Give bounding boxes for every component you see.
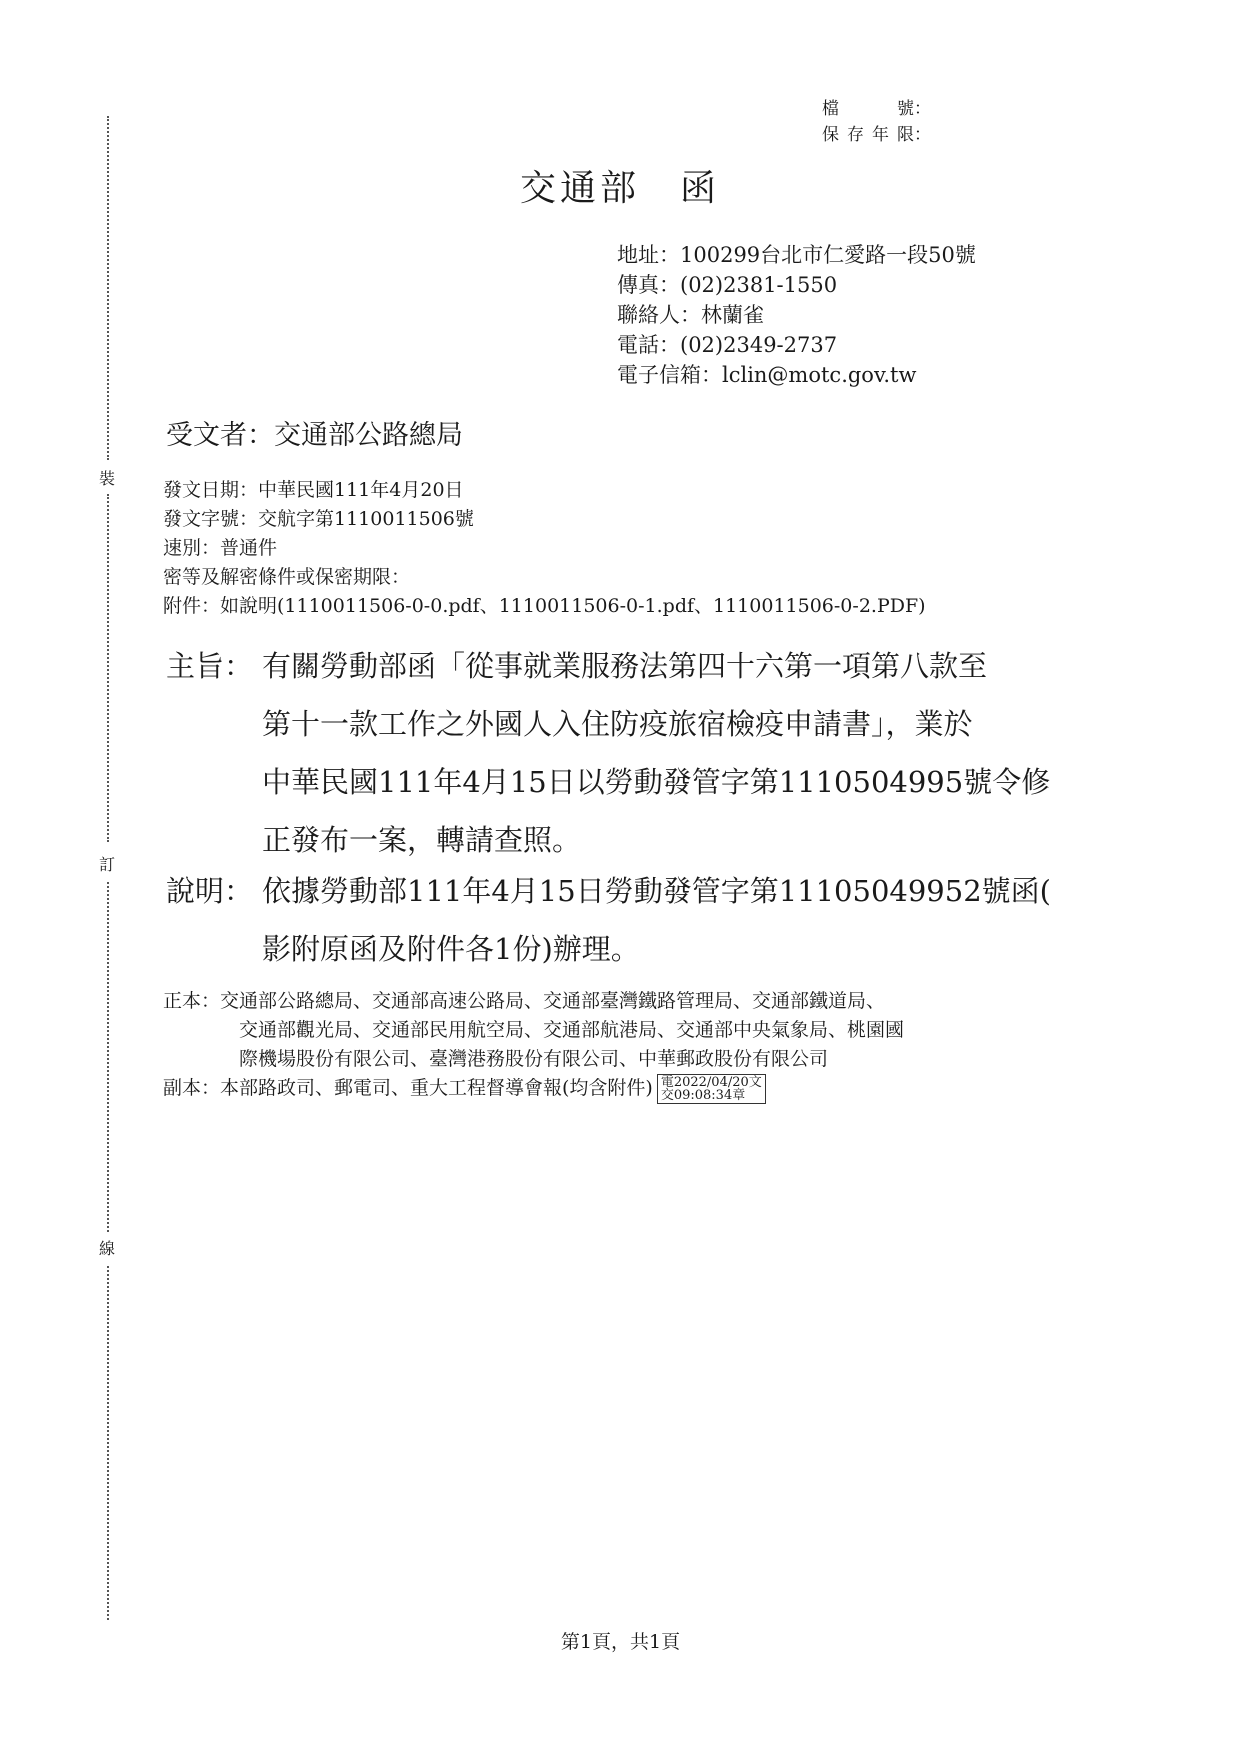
copy-recipients: 副本：本部路政司、郵電司、重大工程督導會報(均含附件) [163, 1077, 653, 1099]
subject-label: 主旨： [166, 649, 254, 683]
file-info: 檔 號 ： 保存年限 ： [822, 96, 924, 148]
subject-line: 正發布一案，轉請查照。 [262, 823, 582, 857]
agency-name: 交通部 [520, 168, 641, 209]
issue-date: 發文日期：中華民國111年4月20日 [163, 479, 464, 501]
contact-block [617, 240, 976, 390]
subject-line: 有關勞動部函「從事就業服務法第四十六第一項第八款至 [262, 649, 988, 683]
subject-section [166, 637, 1106, 869]
retention-label: 保存年限 [822, 125, 914, 145]
attachments: 附件：如說明(1110011506-0-0.pdf、1110011506-0-1.pdf、1110011506-0-2.PDF) [163, 595, 926, 617]
document-number: 發文字號：交航字第1110011506號 [163, 508, 474, 530]
binding-margin-line [107, 882, 109, 1232]
binding-margin-line [107, 116, 109, 460]
fax: 傳真：(02)2381-1550 [617, 273, 838, 297]
explanation-line: 依據勞動部111年4月15日勞動發管字第11105049952號函( [262, 874, 1051, 908]
subject-line: 中華民國111年4月15日以勞動發管字第1110504995號令修 [262, 765, 1051, 799]
address: 地址：100299台北市仁愛路一段50號 [617, 243, 976, 267]
recipient: 受文者：交通部公路總局 [166, 420, 463, 451]
binding-label-zhuang: 裝 [99, 469, 116, 488]
email: 電子信箱：lclin@motc.gov.tw [617, 363, 917, 387]
security-level: 密等及解密條件或保密期限： [163, 566, 411, 588]
document-title [520, 160, 720, 211]
explanation-section [166, 862, 1106, 978]
page-number: 第1頁，共1頁 [560, 1631, 681, 1653]
stamp-line: 交09:08:34章 [660, 1088, 746, 1103]
binding-label-xian: 線 [99, 1239, 116, 1258]
original-recipients-line: 交通部觀光局、交通部民用航空局、交通部航港局、交通部中央氣象局、桃園國 [239, 1019, 905, 1041]
binding-margin-line [107, 1266, 109, 1620]
document-type: 函 [680, 168, 721, 209]
file-number-label: 檔 號 [822, 99, 914, 119]
binding-margin-line [107, 494, 109, 842]
copy-recipients-line [163, 1074, 904, 1104]
original-recipients-line: 正本：交通部公路總局、交通部高速公路局、交通部臺灣鐵路管理局、交通部鐵道局、 [163, 990, 886, 1012]
stamp-line: 電2022/04/20文 [660, 1075, 762, 1090]
speed-class: 速別：普通件 [163, 537, 278, 559]
contact-person: 聯絡人：林蘭雀 [617, 303, 764, 327]
document-meta [163, 476, 926, 621]
phone: 電話：(02)2349-2737 [617, 333, 838, 357]
explanation-label: 說明： [166, 874, 254, 908]
distribution [163, 987, 904, 1104]
electronic-exchange-stamp [657, 1074, 766, 1104]
subject-line: 第十一款工作之外國人入住防疫旅宿檢疫申請書」，業於 [262, 707, 973, 741]
explanation-line: 影附原函及附件各1份)辦理。 [262, 932, 640, 966]
original-recipients-line: 際機場股份有限公司、臺灣港務股份有限公司、中華郵政股份有限公司 [239, 1048, 829, 1070]
binding-label-ding: 訂 [99, 855, 116, 874]
